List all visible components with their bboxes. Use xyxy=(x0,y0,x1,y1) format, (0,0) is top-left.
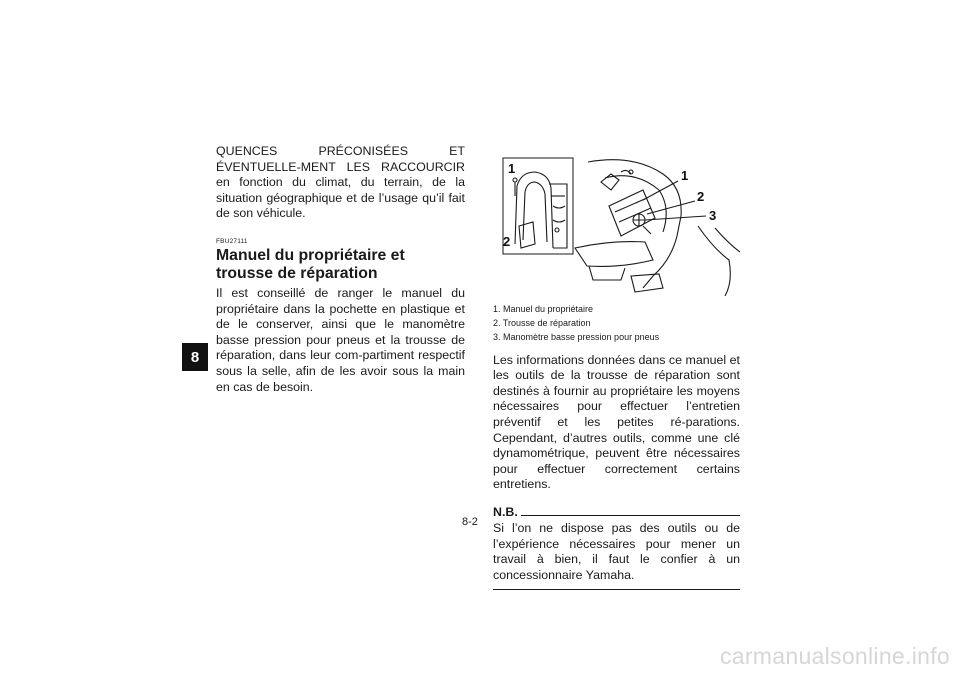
right-column xyxy=(493,156,740,590)
note-bottom-rule xyxy=(493,589,740,590)
callout-inset-1: 1 xyxy=(508,161,516,176)
legend-item: 2. Trousse de réparation xyxy=(493,318,591,329)
section-code: FBU27111 xyxy=(216,237,248,245)
intro-paragraph: QUENCES PRÉCONISÉES ET ÉVENTUELLE-MENT LES RACCOURCIR en fonction du climat, du terrain, de la situation géographique et de l’usage qu’il fait de son véhicule. xyxy=(216,144,465,221)
section-paragraph: Il est conseillé de ranger le manuel du propriétaire dans la pochette en plastique et de le conserver, ainsi que le manomètre basse pression pour pneus et la trousse de réparation, dans leur com-partiment respectif sous la selle, afin de les avoir sous la main en cas de besoin. xyxy=(216,285,465,394)
section-title: Manuel du propriétaire et trousse de réparation xyxy=(216,246,405,282)
chapter-number: 8 xyxy=(190,348,200,366)
callout-inset-2: 2 xyxy=(503,234,511,249)
info-paragraph: Les informations données dans ce manuel et les outils de la trousse de réparation sont destinés à fournir au propriétaire les moyens nécessaires pour effectuer l’entretien préventif et les petites ré-parations. Cependant, d’autres outils, comme une clé dynamométrique, peuvent être nécessaires pour effectuer correctement certains entretiens. xyxy=(493,352,740,492)
note-box xyxy=(493,505,740,590)
storage-figure xyxy=(493,156,740,296)
legend-item: 1. Manuel du propriétaire xyxy=(493,304,594,314)
legend-item: 3. Manomètre basse pression pour pneus xyxy=(493,332,660,343)
note-label: N.B. xyxy=(493,504,518,519)
note-top-rule xyxy=(521,515,740,516)
callout-main-3: 3 xyxy=(709,208,717,223)
callout-main-1: 1 xyxy=(681,168,689,183)
watermark: carmanualsonline.info xyxy=(719,643,950,669)
page-number: 8-2 xyxy=(462,516,478,528)
chapter-tab xyxy=(182,343,208,371)
figure-legend xyxy=(493,302,740,345)
note-header xyxy=(493,505,740,519)
note-text: Si l’on ne dispose pas des outils ou de l’expérience nécessaires pour mener un travail à bien, il faut le confier à un concessionnaire Yamaha. xyxy=(493,520,740,582)
left-column xyxy=(216,144,465,395)
callout-main-2: 2 xyxy=(697,189,705,204)
storage-compartment-illustration xyxy=(493,156,740,296)
